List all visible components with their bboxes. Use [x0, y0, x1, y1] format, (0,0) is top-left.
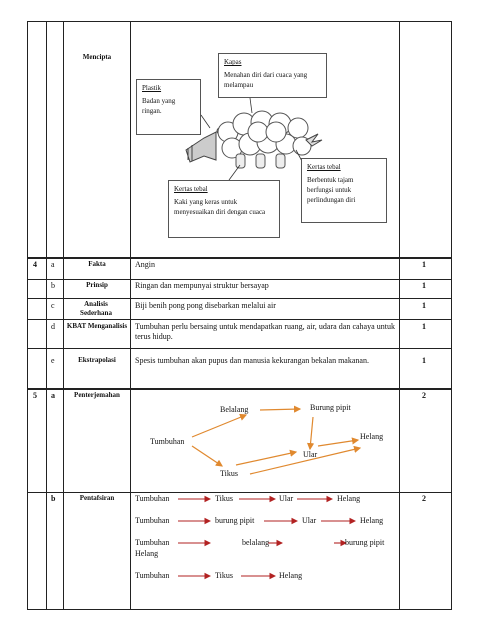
callout-kertas-bawah: Kertas tebal Kaki yang keras untuk menyesuaikan diri dengan cuaca [168, 180, 280, 238]
skill-label-mencipta: Mencipta [82, 53, 112, 61]
q4a-skill: Fakta [88, 260, 106, 268]
web-tikus: Tikus [220, 469, 238, 478]
q4c-skill: Analisis Sederhana [80, 300, 112, 317]
chain4-item: Tikus [215, 571, 233, 580]
chain3-item: Tumbuhan [135, 538, 170, 547]
question-number-5: 5 [33, 391, 37, 400]
q4e-sub: e [51, 356, 55, 365]
chain1-item: Tumbuhan [135, 494, 170, 503]
callout-kertas-kanan: Kertas tebal Berbentuk tajam berfungsi untuk perlindungan diri [301, 158, 387, 223]
callout-plastik: Plastik Badan yang ringan. [136, 79, 201, 135]
question-number-4: 4 [33, 260, 37, 269]
q4d-mark: 1 [422, 322, 426, 331]
q4e-mark: 1 [422, 356, 426, 365]
q4e-skill: Ekstrapolasi [78, 356, 116, 364]
q4b-answer: Ringan dan mempunyai struktur bersayap [135, 281, 269, 290]
q4b-sub: b [51, 281, 55, 290]
q5b-skill: Pentafsiran [79, 494, 115, 502]
chain4-item: Tumbuhan [135, 571, 170, 580]
q5b-mark: 2 [422, 494, 426, 503]
q4d-sub: d [51, 322, 55, 331]
chain1-item: Tikus [215, 494, 233, 503]
q4b-mark: 1 [422, 281, 426, 290]
q4c-mark: 1 [422, 301, 426, 310]
web-belalang: Belalang [220, 405, 249, 414]
chain2-item: burung pipit [215, 516, 255, 525]
chain1-item: Helang [337, 494, 361, 503]
q5a-sub: a [51, 391, 55, 400]
q4a-answer: Angin [135, 260, 155, 269]
chain4-item: Helang [279, 571, 303, 580]
callout-kapas: Kapas Menahan diri dari cuaca yang melampau [218, 53, 327, 98]
chain2-item: Ular [302, 516, 317, 525]
web-burung-pipit: Burung pipit [310, 403, 351, 412]
q4d-skill: KBAT Menganalisis [66, 322, 128, 330]
q4a-sub: a [51, 260, 55, 269]
web-ular: Ular [303, 450, 318, 459]
chain2-item: Tumbuhan [135, 516, 170, 525]
chain2-item: Helang [360, 516, 384, 525]
chain3-item: burung pipit [345, 538, 385, 547]
q5b-sub: b [51, 494, 56, 503]
q4a-mark: 1 [422, 260, 426, 269]
q4b-skill: Prinsip [86, 281, 108, 289]
q5a-mark: 2 [422, 391, 426, 400]
q5a-skill: Penterjemahan [74, 391, 120, 399]
q4e-answer: Spesis tumbuhan akan pupus dan manusia kekurangan bekalan makanan. [135, 356, 369, 365]
web-helang: Helang [360, 432, 384, 441]
chain3-item: belalang [242, 538, 270, 547]
q4d-answer: Tumbuhan perlu bersaing untuk mendapatkan ruang, air, udara dan cahaya untuk terus hidup. [135, 322, 395, 341]
chain3-item: Helang [135, 549, 159, 558]
q4c-answer: Biji benih pong pong disebarkan melalui air [135, 301, 276, 310]
web-tumbuhan: Tumbuhan [150, 437, 185, 446]
chain1-item: Ular [279, 494, 294, 503]
q4c-sub: c [51, 301, 55, 310]
